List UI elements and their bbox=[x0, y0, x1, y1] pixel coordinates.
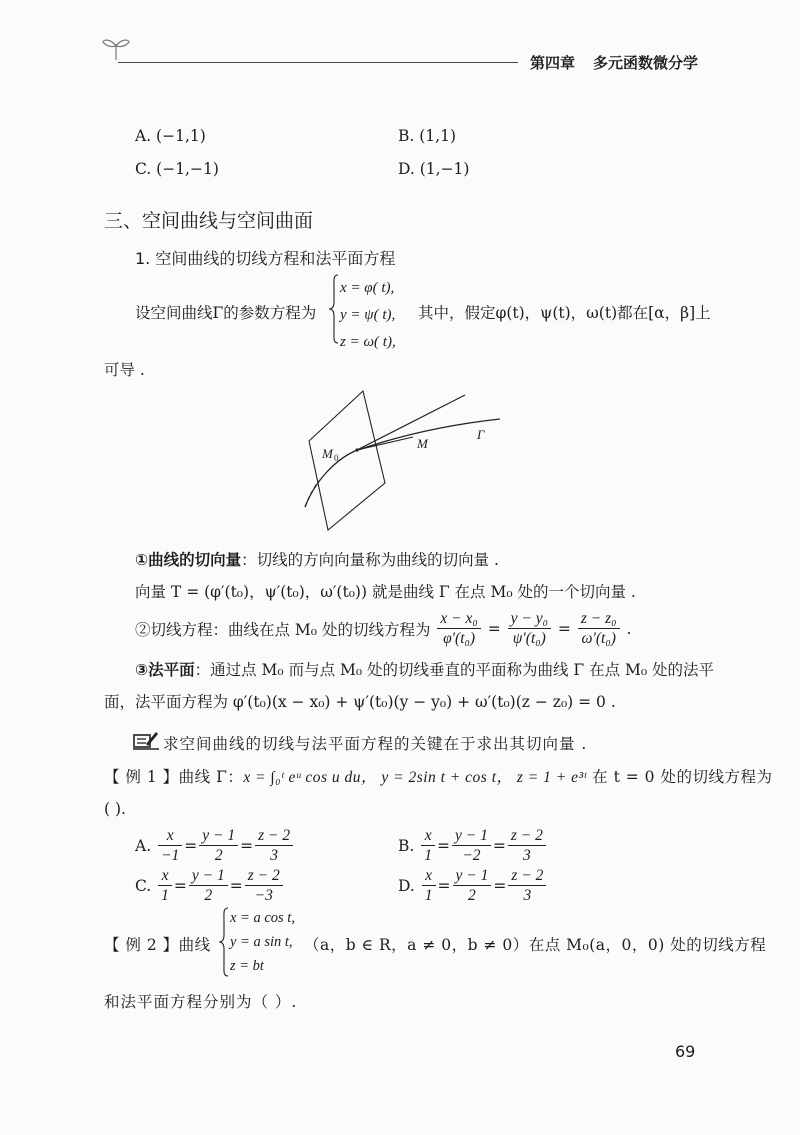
frac2-den: ψ′(t₀) bbox=[512, 630, 546, 648]
tangent-line bbox=[357, 395, 465, 450]
option-d: D. (1,−1) bbox=[398, 160, 470, 178]
tangent-figure bbox=[295, 385, 515, 535]
ex1-option-b: B. $\frac{x}{1}$ = $\frac{y - 1}{-2}$ = $\frac{z - 2}{3}$ bbox=[398, 826, 548, 866]
page-number: 69 bbox=[675, 1042, 696, 1061]
param-eq-x: x = φ( t), bbox=[340, 280, 395, 296]
ex2-tail: （a，b ∈ R，a ≠ 0，b ≠ 0）在点 M₀(a，0，0) 处的切线方程 bbox=[304, 936, 767, 954]
ex2-left-brace-icon bbox=[218, 907, 230, 977]
tangent-line-eq: ②切线方程：曲线在点 M₀ 处的切线方程为 $\frac{\text{x − x₀}}{\text{φ′(t₀)}}$ = $\frac{\text{y − y₀}}{\text{ψ′(t₀)}}$ = $\frac{\text{z − z₀}}{\text{ω′(t₀)}}$ . bbox=[135, 610, 632, 648]
label-m0: M bbox=[322, 446, 333, 461]
param-tail2: 可导 . bbox=[104, 361, 145, 379]
frac2-num: y − y₀ bbox=[508, 609, 551, 629]
option-c: C. (−1,−1) bbox=[135, 160, 219, 178]
tangent-vector-formula: 向量 T = (φ′(t₀)，ψ′(t₀)，ω′(t₀)) 就是曲线 Γ 在点 M₀ 处的一个切向量 . bbox=[135, 583, 636, 601]
ex1-blank: ( ). bbox=[104, 800, 126, 818]
label-gamma: Γ bbox=[477, 427, 485, 442]
normal-plane-def bbox=[135, 658, 714, 680]
param-tail: 其中，假定φ(t)，ψ(t)，ω(t)都在[α，β]上 bbox=[418, 304, 711, 322]
normal-plane bbox=[309, 391, 385, 530]
header-chapter: 第四章 bbox=[530, 54, 576, 72]
ex2-line2: 和法平面方程分别为（ ）. bbox=[104, 993, 298, 1011]
curve-gamma bbox=[305, 419, 500, 507]
frac3-num: z − z₀ bbox=[578, 609, 620, 629]
tangent-vector-body: ：切线的方向向量称为曲线的切向量 . bbox=[241, 551, 499, 569]
ex1-lead: 【 例 1 】曲线 Γ： bbox=[104, 768, 244, 786]
ex1-option-d: D. $\frac{x}{1}$ = $\frac{y - 1}{2}$ = $\frac{z - 2}{3}$ bbox=[398, 866, 548, 906]
ex1-option-a: A. $\frac{x}{-1}$ = $\frac{y - 1}{2}$ = $\frac{z - 2}{3}$ bbox=[135, 826, 295, 866]
normal-plane-head: ③法平面 bbox=[135, 661, 195, 679]
ex1-tail: 在 t = 0 处的切线方程为 bbox=[592, 768, 773, 786]
leaf-icon bbox=[101, 36, 131, 62]
tangent-vector-head: ①曲线的切向量 bbox=[135, 551, 242, 569]
ex2-eq-x: x = a cos t, bbox=[230, 910, 295, 926]
ex2-eq-z: z = bt bbox=[230, 958, 264, 974]
normal-plane-eq: 面，法平面方程为 φ′(t₀)(x − x₀) + ψ′(t₀)(y − y₀) + ω′(t₀)(z − z₀) = 0 . bbox=[104, 693, 616, 711]
tip-text: 求空间曲线的切线与法平面方程的关键在于求出其切向量 . bbox=[163, 735, 588, 753]
header-title: 多元函数微分学 bbox=[593, 54, 699, 72]
frac3-den: ω′(t₀) bbox=[581, 630, 616, 648]
example-1 bbox=[104, 765, 772, 787]
pencil-note-icon bbox=[133, 730, 159, 750]
label-m: M bbox=[417, 436, 428, 451]
left-brace-icon bbox=[328, 274, 340, 344]
svg-text:0: 0 bbox=[334, 453, 339, 463]
option-b: B. (1,1) bbox=[398, 127, 456, 145]
normal-plane-body: ：通过点 M₀ 而与点 M₀ 处的切线垂直的平面称为曲线 Γ 在点 M₀ 处的法平 bbox=[194, 661, 715, 679]
secant-line bbox=[357, 437, 413, 450]
frac1-den: φ′(t₀) bbox=[443, 630, 476, 648]
param-eq-z: z = ω( t), bbox=[340, 334, 396, 350]
param-lead: 设空间曲线Γ的参数方程为 bbox=[135, 304, 317, 322]
option-a: A. (−1,1) bbox=[135, 127, 206, 145]
frac1-num: x − x₀ bbox=[437, 609, 480, 629]
section-subtitle: 1. 空间曲线的切线方程和法平面方程 bbox=[135, 249, 396, 268]
ex2-lead: 【 例 2 】曲线 bbox=[104, 936, 211, 954]
tangent-line-lead: ②切线方程：曲线在点 M₀ 处的切线方程为 bbox=[135, 620, 431, 639]
ex1-option-c: C. $\frac{x}{1}$ = $\frac{y - 1}{2}$ = $\frac{z - 2}{-3}$ bbox=[135, 866, 285, 906]
param-eq-y: y = ψ( t), bbox=[340, 307, 396, 323]
ex2-eq-y: y = a sin t, bbox=[230, 934, 293, 950]
ex1-eq: x = ∫₀ᵗ eᵘ cos u du， y = 2sin t + cos t， z = 1 + e³ᵗ bbox=[243, 769, 587, 786]
section-title: 三、空间曲线与空间曲面 bbox=[104, 210, 314, 232]
tangent-vector-def bbox=[135, 548, 499, 570]
header-rule bbox=[118, 62, 518, 63]
